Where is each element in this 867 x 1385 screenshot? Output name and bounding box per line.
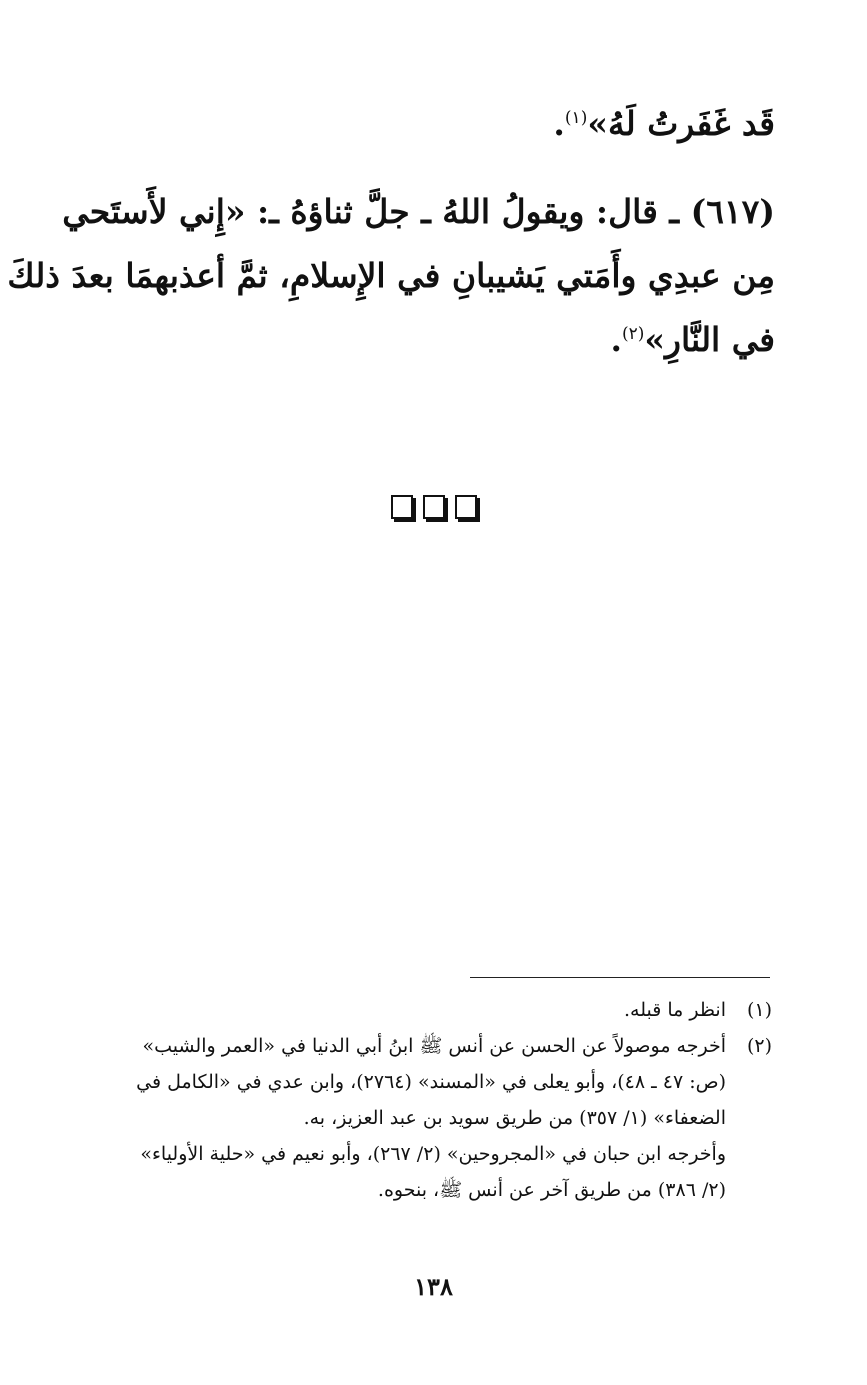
footnote-line: (٢/ ٣٨٦) من طريق آخر عن أنس ﷺ، بنحوه. bbox=[377, 1179, 726, 1201]
text-line: مِن عبدِي وأَمَتي يَشيبانِ في الإِسلامِ، ثمَّ أعذبهمَا بعدَ ذلكَ bbox=[7, 256, 775, 295]
footnote-line: (ص: ٤٧ ـ ٤٨)، وأبو يعلى في «المسند» (٢٧٦٤)، وابن عدي في «الكامل في bbox=[136, 1071, 726, 1093]
footnote-reference: (٢) bbox=[622, 324, 645, 344]
footnote-divider bbox=[470, 977, 770, 978]
square-ornament-icon bbox=[391, 495, 413, 519]
text-line bbox=[60, 308, 775, 372]
footnote-item bbox=[60, 1028, 772, 1208]
text-segment: . bbox=[610, 320, 622, 359]
footnotes bbox=[60, 992, 772, 1208]
footnote-reference: (١) bbox=[564, 108, 588, 128]
text-segment: ـ قال: ويقولُ اللهُ ـ جلَّ ثناؤهُ ـ: «إِني لأَستَحي bbox=[62, 192, 691, 231]
text-line bbox=[60, 180, 775, 244]
footnote-line: انظر ما قبله. bbox=[623, 999, 726, 1021]
footnote-item bbox=[60, 992, 772, 1028]
footnote-number: (١) bbox=[746, 999, 772, 1021]
footnote-line: الضعفاء» (١/ ٣٥٧) من طريق سويد بن عبد العزيز، به. bbox=[303, 1107, 726, 1129]
footnote-line: وأخرجه ابن حبان في «المجروحين» (٢/ ٢٦٧)، وأبو نعيم في «حلية الأولياء» bbox=[140, 1143, 726, 1165]
square-ornament-icon bbox=[455, 495, 477, 519]
footnote-number: (٢) bbox=[746, 1035, 772, 1057]
text-segment: في النَّارِ» bbox=[644, 320, 775, 359]
text-line bbox=[60, 92, 775, 156]
page-number: ١٣٨ bbox=[414, 1272, 453, 1301]
hadith-number: (٦١٧) bbox=[690, 192, 775, 231]
hadith-text-continuation bbox=[60, 92, 775, 156]
text-segment: . bbox=[553, 104, 565, 143]
hadith-617 bbox=[7, 180, 775, 372]
square-ornament-icon bbox=[423, 495, 445, 519]
section-separator-ornament bbox=[0, 488, 867, 523]
footnote-line: أخرجه موصولاً عن الحسن عن أنس ﷺ ابنُ أبي الدنيا في «العمر والشيب» bbox=[142, 1035, 726, 1057]
text-segment: قَد غَفَرتُ لَهُ» bbox=[587, 104, 775, 143]
